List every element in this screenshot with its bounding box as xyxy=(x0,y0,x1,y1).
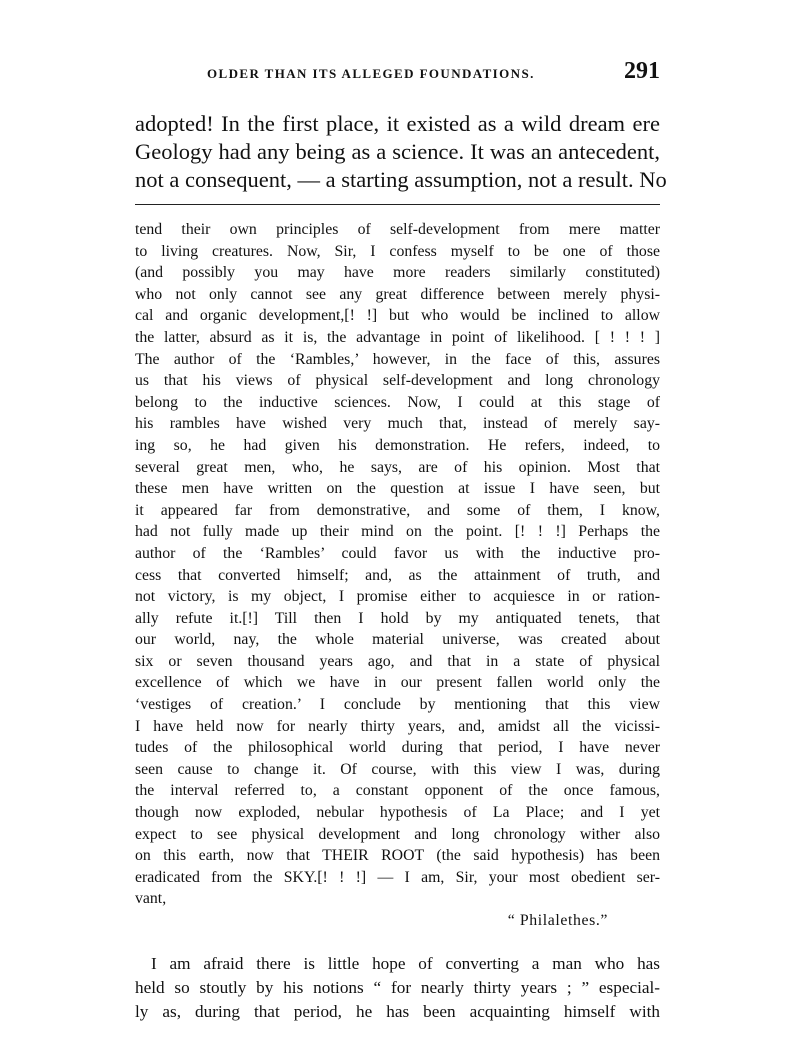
footnote-line: cess that converted himself; and, as the attainment of truth, and xyxy=(135,566,660,584)
main-text xyxy=(135,110,667,194)
footnote-line: not victory, is my object, I promise either to acquiesce in or ration- xyxy=(135,588,660,606)
footnote-line: tend their own principles of self-development from mere matter xyxy=(135,221,660,238)
footnote xyxy=(135,219,660,910)
main-text-line: adopted! In the first place, it existed as a wild dream ere xyxy=(135,111,660,136)
footnote-line: the interval referred to, a constant opponent of the once famous, xyxy=(135,782,660,800)
closing-line: held so stoutly by his notions “ for nearly thirty years ; ” especial- xyxy=(135,977,660,997)
footnote-divider xyxy=(135,204,660,205)
footnote-line: The author of the ‘Rambles,’ however, in the face of this, assures xyxy=(135,350,660,368)
closing-line: ly as, during that period, he has been acquainting himself with xyxy=(135,1001,660,1021)
footnote-line: ally refute it.[!] Till then I hold by my antiquated tenets, that xyxy=(135,609,660,627)
footnote-line: it appeared far from demonstrative, and some of them, I know, xyxy=(135,501,660,519)
page-header xyxy=(135,58,660,90)
footnote-line: who not only cannot see any great difference between merely physi- xyxy=(135,285,660,303)
footnote-line: belong to the inductive sciences. Now, I could at this stage of xyxy=(135,393,660,411)
footnote-line: on this earth, now that THEIR ROOT (the said hypothesis) has been xyxy=(135,847,660,865)
running-head: OLDER THAN ITS ALLEGED FOUNDATIONS. xyxy=(207,66,535,81)
footnote-line: his rambles have wished very much that, instead of merely say- xyxy=(135,415,660,433)
closing-paragraph xyxy=(135,952,660,1024)
footnote-line: to living creatures. Now, Sir, I confess myself to be one of those xyxy=(135,242,660,260)
closing-line: I am afraid there is little hope of converting a man who has xyxy=(151,953,660,973)
main-text-line: not a consequent, — a starting assumption, not a result. No xyxy=(135,167,667,192)
footnote-line: seen cause to change it. Of course, with this view I was, during xyxy=(135,760,660,778)
footnote-line: the latter, absurd as it is, the advantage in point of likelihood. [ ! ! ! ] xyxy=(135,328,660,346)
footnote-line: tudes of the philosophical world during that period, I have never xyxy=(135,739,660,757)
footnote-line: us that his views of physical self-development and long chronology xyxy=(135,372,660,390)
main-text-line: Geology had any being as a science. It was an antecedent, xyxy=(135,139,660,164)
footnote-line: several great men, who, he says, are of his opinion. Most that xyxy=(135,458,660,476)
footnote-line: vant, xyxy=(135,890,167,908)
footnote-line: ing so, he had given his demonstration. He refers, indeed, to xyxy=(135,436,660,454)
footnote-line: our world, nay, the whole material universe, was created about xyxy=(135,631,660,649)
footnote-line: six or seven thousand years ago, and that in a state of physical xyxy=(135,652,660,670)
page-number: 291 xyxy=(624,58,660,84)
footnote-line: author of the ‘Rambles’ could favor us with the inductive pro- xyxy=(135,544,660,562)
footnote-line: I have held now for nearly thirty years, and, amidst all the vicissi- xyxy=(135,717,660,735)
footnote-line: though now exploded, nebular hypothesis of La Place; and I yet xyxy=(135,804,660,822)
book-page xyxy=(135,58,667,1024)
signature: “ Philalethes.” xyxy=(507,912,608,929)
footnote-line: cal and organic development,[! !] but who would be inclined to allow xyxy=(135,307,660,325)
footnote-line: (and possibly you may have more readers similarly constituted) xyxy=(135,264,660,282)
footnote-line: expect to see physical development and long chronology wither also xyxy=(135,825,660,843)
footnote-line: eradicated from the SKY.[! ! !] — I am, Sir, your most obedient ser- xyxy=(135,868,660,886)
footnote-line: excellence of which we have in our present fallen world only the xyxy=(135,674,660,692)
footnote-line: ‘vestiges of creation.’ I conclude by mentioning that this view xyxy=(135,696,660,714)
footnote-line: had not fully made up their mind on the point. [! ! !] Perhaps the xyxy=(135,523,660,541)
footnote-line: these men have written on the question at issue I have seen, but xyxy=(135,480,660,498)
